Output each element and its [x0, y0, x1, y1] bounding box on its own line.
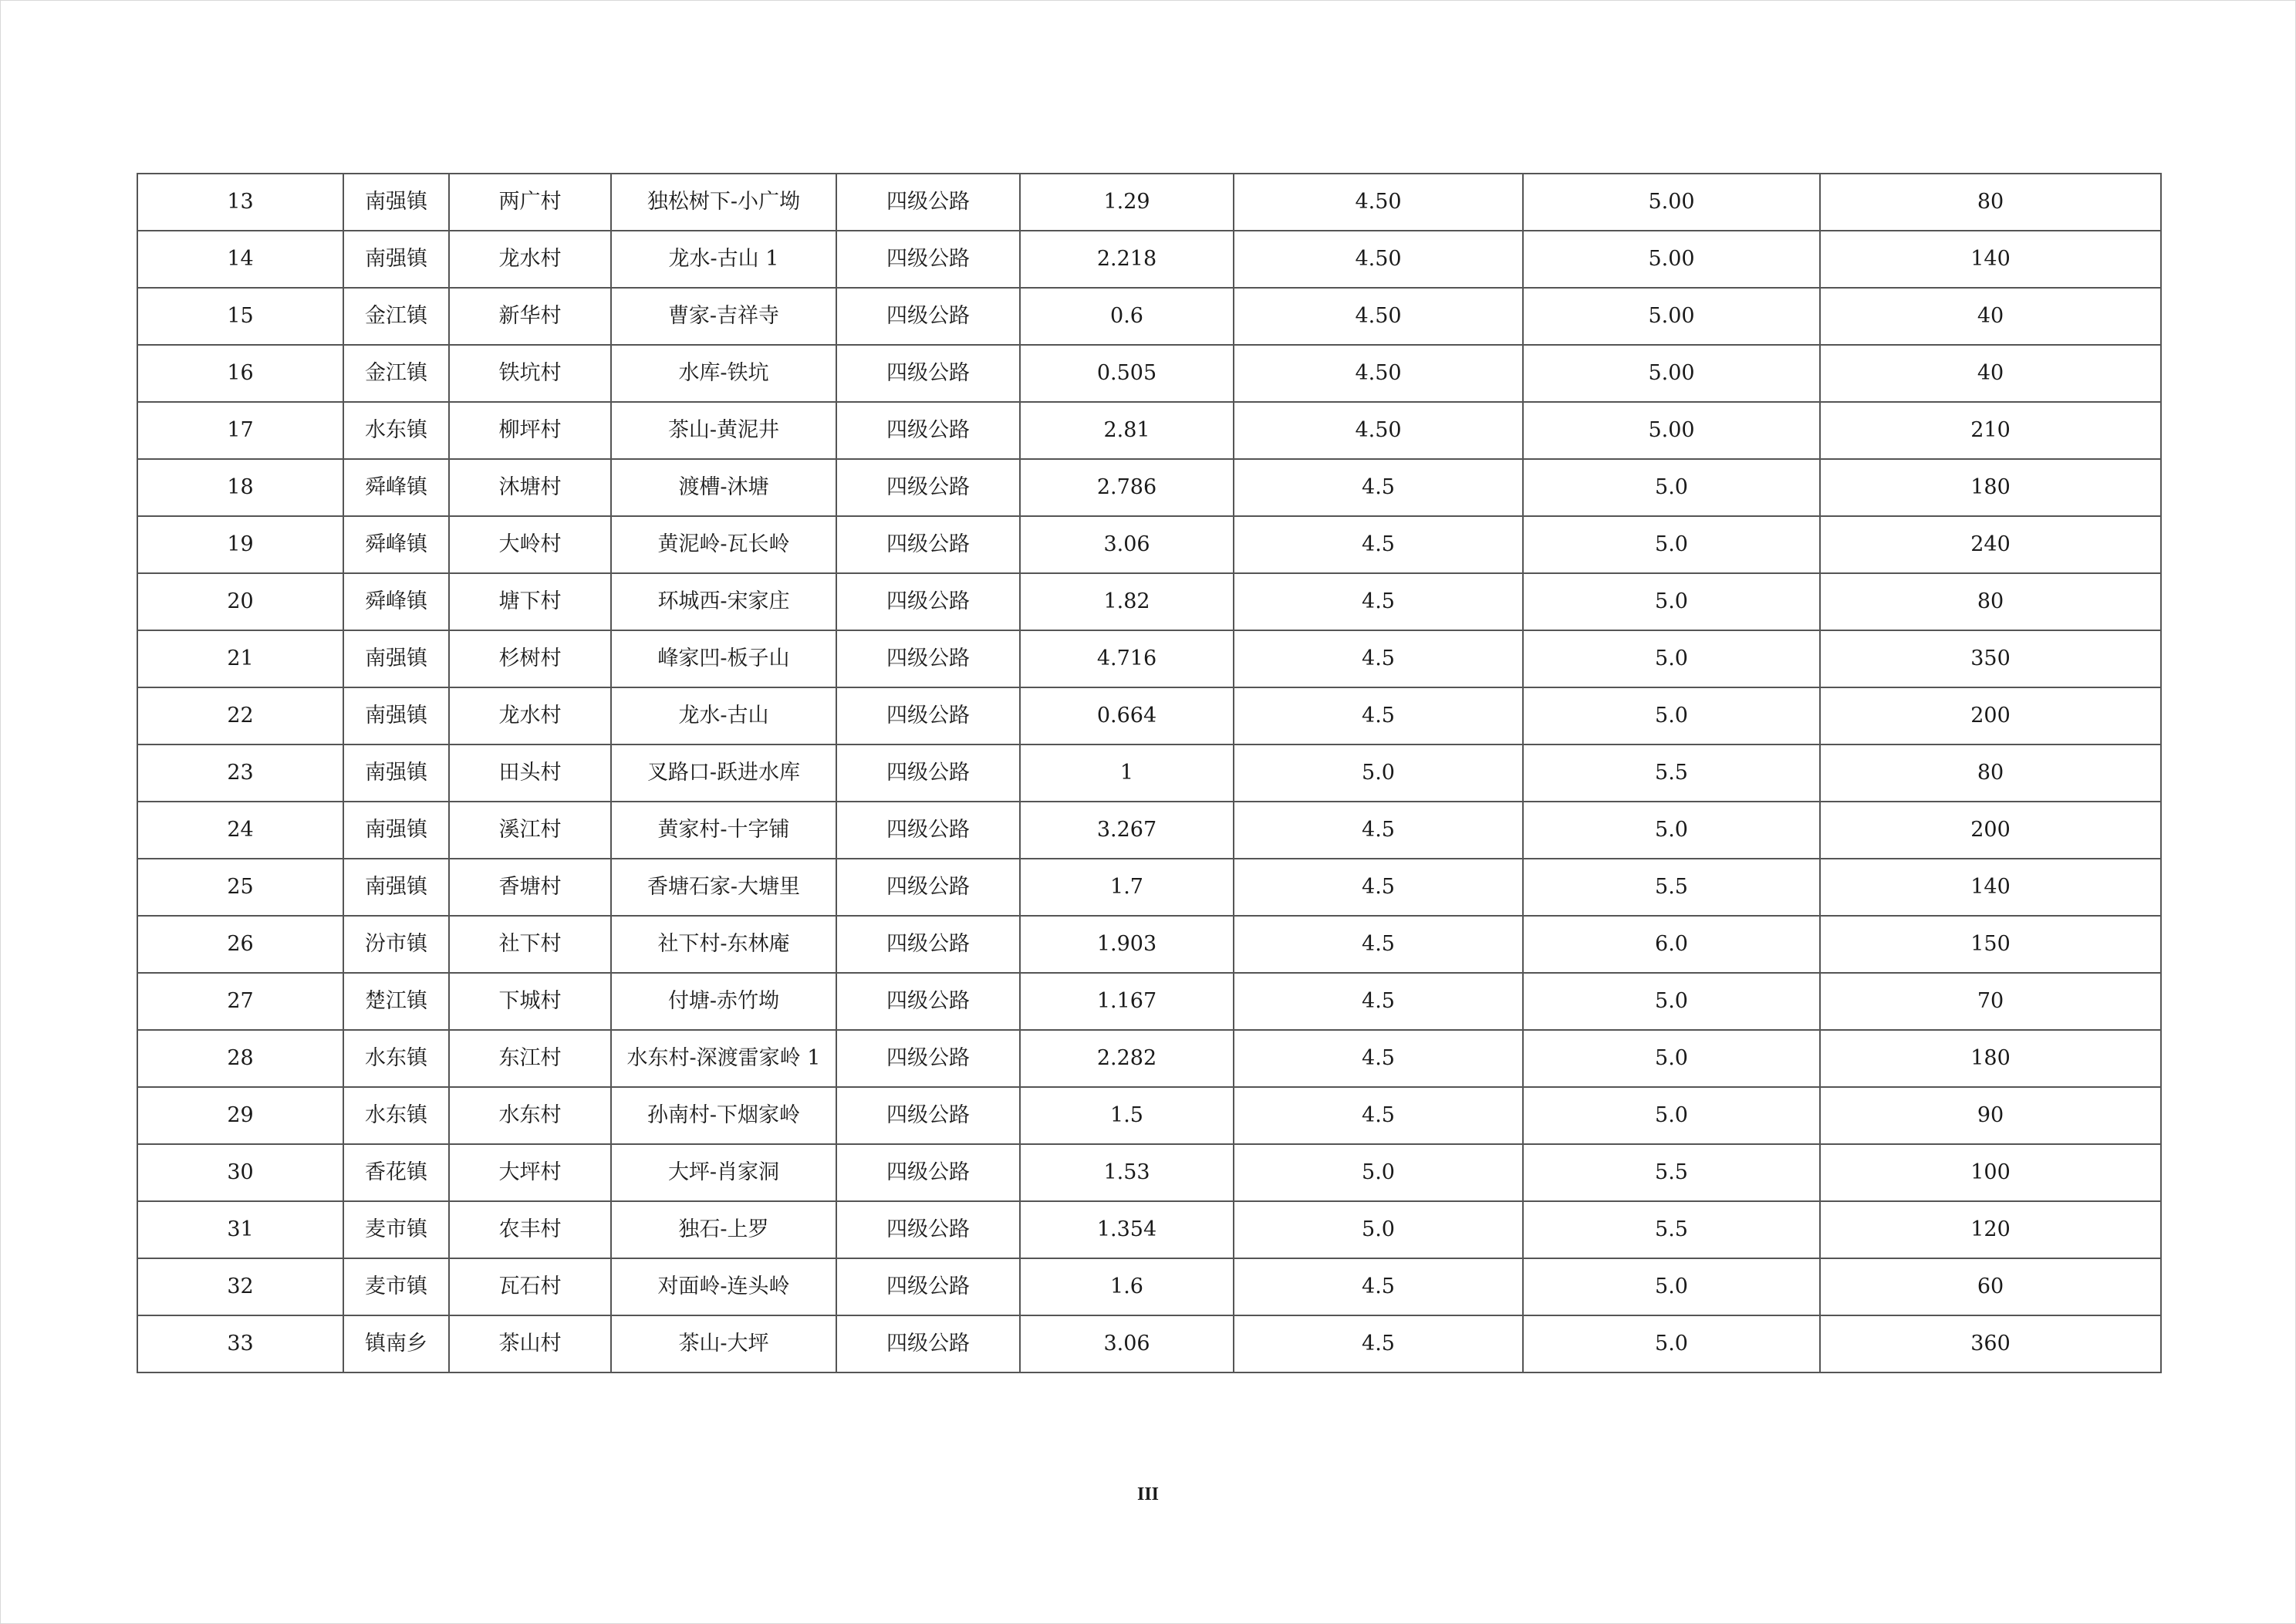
cell-road-grade: 四级公路: [836, 859, 1020, 916]
cell-road-section: 环城西-宋家庄: [611, 573, 836, 630]
cell-road-width: 4.5: [1234, 687, 1523, 744]
cell-amount: 180: [1820, 459, 2161, 516]
cell-road-width: 5.0: [1234, 1201, 1523, 1258]
page-number: III: [1136, 1484, 1160, 1504]
cell-length: 0.6: [1020, 288, 1234, 345]
cell-subgrade-width: 5.0: [1523, 1087, 1820, 1144]
cell-township: 南强镇: [343, 687, 449, 744]
cell-village: 茶山村: [449, 1315, 611, 1372]
cell-road-section: 大坪-肖家洞: [611, 1144, 836, 1201]
cell-village: 龙水村: [449, 687, 611, 744]
table-row: [137, 1087, 2161, 1144]
cell-township: 南强镇: [343, 174, 449, 231]
cell-length: 1.82: [1020, 573, 1234, 630]
cell-township: 南强镇: [343, 802, 449, 859]
cell-amount: 180: [1820, 1030, 2161, 1087]
cell-township: 香花镇: [343, 1144, 449, 1201]
cell-road-width: 4.50: [1234, 174, 1523, 231]
cell-road-section: 叉路口-跃进水库: [611, 744, 836, 802]
cell-length: 1.6: [1020, 1258, 1234, 1315]
cell-subgrade-width: 5.0: [1523, 802, 1820, 859]
cell-length: 2.218: [1020, 231, 1234, 288]
cell-length: 2.786: [1020, 459, 1234, 516]
cell-subgrade-width: 5.00: [1523, 402, 1820, 459]
cell-row-number: 22: [137, 687, 343, 744]
cell-subgrade-width: 5.00: [1523, 231, 1820, 288]
cell-row-number: 31: [137, 1201, 343, 1258]
cell-row-number: 15: [137, 288, 343, 345]
table-row: [137, 630, 2161, 687]
cell-length: 0.664: [1020, 687, 1234, 744]
table-row: [137, 459, 2161, 516]
cell-village: 香塘村: [449, 859, 611, 916]
cell-row-number: 23: [137, 744, 343, 802]
cell-road-width: 4.5: [1234, 1258, 1523, 1315]
table-row: [137, 859, 2161, 916]
cell-road-grade: 四级公路: [836, 459, 1020, 516]
table-row: [137, 1030, 2161, 1087]
cell-row-number: 33: [137, 1315, 343, 1372]
cell-amount: 140: [1820, 859, 2161, 916]
cell-subgrade-width: 5.00: [1523, 288, 1820, 345]
cell-township: 南强镇: [343, 744, 449, 802]
cell-row-number: 29: [137, 1087, 343, 1144]
cell-road-width: 4.5: [1234, 516, 1523, 573]
cell-row-number: 17: [137, 402, 343, 459]
cell-subgrade-width: 6.0: [1523, 916, 1820, 973]
cell-subgrade-width: 5.5: [1523, 1144, 1820, 1201]
cell-road-section: 渡槽-沐塘: [611, 459, 836, 516]
cell-road-width: 4.5: [1234, 573, 1523, 630]
cell-road-width: 4.5: [1234, 459, 1523, 516]
road-project-table: [137, 173, 2162, 1373]
cell-amount: 120: [1820, 1201, 2161, 1258]
cell-road-section: 付塘-赤竹坳: [611, 973, 836, 1030]
cell-road-grade: 四级公路: [836, 174, 1020, 231]
cell-village: 铁坑村: [449, 345, 611, 402]
cell-amount: 80: [1820, 744, 2161, 802]
cell-village: 塘下村: [449, 573, 611, 630]
cell-length: 1.5: [1020, 1087, 1234, 1144]
cell-township: 金江镇: [343, 288, 449, 345]
cell-village: 农丰村: [449, 1201, 611, 1258]
cell-village: 水东村: [449, 1087, 611, 1144]
cell-road-width: 4.5: [1234, 1087, 1523, 1144]
cell-township: 舜峰镇: [343, 516, 449, 573]
cell-road-section: 社下村-东林庵: [611, 916, 836, 973]
cell-road-width: 5.0: [1234, 1144, 1523, 1201]
cell-road-width: 4.5: [1234, 1030, 1523, 1087]
cell-subgrade-width: 5.0: [1523, 573, 1820, 630]
cell-village: 龙水村: [449, 231, 611, 288]
cell-road-grade: 四级公路: [836, 1087, 1020, 1144]
cell-amount: 80: [1820, 573, 2161, 630]
cell-road-section: 茶山-大坪: [611, 1315, 836, 1372]
cell-road-section: 香塘石家-大塘里: [611, 859, 836, 916]
table-row: [137, 802, 2161, 859]
table-row: [137, 345, 2161, 402]
cell-subgrade-width: 5.00: [1523, 345, 1820, 402]
cell-length: 3.267: [1020, 802, 1234, 859]
cell-subgrade-width: 5.5: [1523, 744, 1820, 802]
table-row: [137, 1201, 2161, 1258]
cell-village: 新华村: [449, 288, 611, 345]
cell-row-number: 28: [137, 1030, 343, 1087]
cell-road-grade: 四级公路: [836, 231, 1020, 288]
cell-road-width: 4.5: [1234, 916, 1523, 973]
cell-road-grade: 四级公路: [836, 744, 1020, 802]
cell-village: 社下村: [449, 916, 611, 973]
cell-row-number: 26: [137, 916, 343, 973]
cell-amount: 360: [1820, 1315, 2161, 1372]
cell-road-width: 4.5: [1234, 630, 1523, 687]
cell-village: 沐塘村: [449, 459, 611, 516]
cell-subgrade-width: 5.0: [1523, 630, 1820, 687]
cell-amount: 200: [1820, 802, 2161, 859]
cell-road-section: 峰家凹-板子山: [611, 630, 836, 687]
cell-road-width: 5.0: [1234, 744, 1523, 802]
cell-row-number: 25: [137, 859, 343, 916]
cell-row-number: 14: [137, 231, 343, 288]
cell-township: 麦市镇: [343, 1201, 449, 1258]
cell-township: 南强镇: [343, 859, 449, 916]
cell-length: 1.7: [1020, 859, 1234, 916]
cell-amount: 350: [1820, 630, 2161, 687]
cell-row-number: 32: [137, 1258, 343, 1315]
cell-village: 下城村: [449, 973, 611, 1030]
cell-amount: 150: [1820, 916, 2161, 973]
cell-subgrade-width: 5.0: [1523, 1315, 1820, 1372]
cell-amount: 100: [1820, 1144, 2161, 1201]
table-row: [137, 1315, 2161, 1372]
cell-township: 金江镇: [343, 345, 449, 402]
table-row: [137, 288, 2161, 345]
cell-subgrade-width: 5.5: [1523, 1201, 1820, 1258]
cell-road-section: 曹家-吉祥寺: [611, 288, 836, 345]
cell-length: 2.81: [1020, 402, 1234, 459]
table-row: [137, 573, 2161, 630]
table-row: [137, 231, 2161, 288]
cell-length: 1.903: [1020, 916, 1234, 973]
cell-length: 2.282: [1020, 1030, 1234, 1087]
cell-row-number: 24: [137, 802, 343, 859]
cell-village: 杉树村: [449, 630, 611, 687]
cell-road-grade: 四级公路: [836, 345, 1020, 402]
cell-road-grade: 四级公路: [836, 687, 1020, 744]
cell-road-section: 水东村-深渡雷家岭 1: [611, 1030, 836, 1087]
cell-road-grade: 四级公路: [836, 802, 1020, 859]
cell-length: 3.06: [1020, 1315, 1234, 1372]
cell-road-section: 龙水-古山: [611, 687, 836, 744]
table-row: [137, 516, 2161, 573]
cell-township: 水东镇: [343, 1030, 449, 1087]
cell-road-section: 孙南村-下烟家岭: [611, 1087, 836, 1144]
cell-subgrade-width: 5.0: [1523, 1030, 1820, 1087]
cell-township: 麦市镇: [343, 1258, 449, 1315]
cell-township: 汾市镇: [343, 916, 449, 973]
table-row: [137, 174, 2161, 231]
cell-row-number: 27: [137, 973, 343, 1030]
table-row: [137, 916, 2161, 973]
cell-road-width: 4.5: [1234, 1315, 1523, 1372]
cell-row-number: 13: [137, 174, 343, 231]
cell-township: 楚江镇: [343, 973, 449, 1030]
cell-road-section: 黄家村-十字铺: [611, 802, 836, 859]
cell-row-number: 30: [137, 1144, 343, 1201]
cell-road-grade: 四级公路: [836, 1144, 1020, 1201]
cell-amount: 40: [1820, 288, 2161, 345]
cell-road-section: 茶山-黄泥井: [611, 402, 836, 459]
cell-road-width: 4.5: [1234, 859, 1523, 916]
cell-row-number: 18: [137, 459, 343, 516]
table-body: [137, 174, 2161, 1372]
cell-length: 1: [1020, 744, 1234, 802]
cell-amount: 200: [1820, 687, 2161, 744]
cell-subgrade-width: 5.0: [1523, 687, 1820, 744]
cell-subgrade-width: 5.00: [1523, 174, 1820, 231]
cell-row-number: 21: [137, 630, 343, 687]
cell-subgrade-width: 5.5: [1523, 859, 1820, 916]
cell-road-section: 水库-铁坑: [611, 345, 836, 402]
cell-road-grade: 四级公路: [836, 516, 1020, 573]
cell-village: 瓦石村: [449, 1258, 611, 1315]
cell-township: 南强镇: [343, 630, 449, 687]
cell-road-width: 4.50: [1234, 288, 1523, 345]
cell-subgrade-width: 5.0: [1523, 459, 1820, 516]
cell-length: 1.29: [1020, 174, 1234, 231]
cell-road-section: 独松树下-小广坳: [611, 174, 836, 231]
cell-village: 溪江村: [449, 802, 611, 859]
cell-road-width: 4.50: [1234, 402, 1523, 459]
cell-road-section: 独石-上罗: [611, 1201, 836, 1258]
cell-road-grade: 四级公路: [836, 916, 1020, 973]
cell-road-width: 4.50: [1234, 345, 1523, 402]
cell-amount: 70: [1820, 973, 2161, 1030]
cell-village: 东江村: [449, 1030, 611, 1087]
cell-length: 3.06: [1020, 516, 1234, 573]
cell-village: 大坪村: [449, 1144, 611, 1201]
cell-township: 舜峰镇: [343, 459, 449, 516]
cell-amount: 90: [1820, 1087, 2161, 1144]
cell-amount: 60: [1820, 1258, 2161, 1315]
table-row: [137, 973, 2161, 1030]
cell-road-grade: 四级公路: [836, 402, 1020, 459]
cell-village: 柳坪村: [449, 402, 611, 459]
cell-amount: 210: [1820, 402, 2161, 459]
cell-road-width: 4.50: [1234, 231, 1523, 288]
cell-road-grade: 四级公路: [836, 1201, 1020, 1258]
cell-length: 4.716: [1020, 630, 1234, 687]
cell-amount: 40: [1820, 345, 2161, 402]
cell-road-grade: 四级公路: [836, 1315, 1020, 1372]
table-row: [137, 402, 2161, 459]
cell-road-grade: 四级公路: [836, 1258, 1020, 1315]
cell-road-section: 黄泥岭-瓦长岭: [611, 516, 836, 573]
cell-row-number: 19: [137, 516, 343, 573]
table-row: [137, 1258, 2161, 1315]
cell-subgrade-width: 5.0: [1523, 973, 1820, 1030]
cell-road-grade: 四级公路: [836, 573, 1020, 630]
cell-length: 1.354: [1020, 1201, 1234, 1258]
cell-road-grade: 四级公路: [836, 973, 1020, 1030]
cell-road-grade: 四级公路: [836, 288, 1020, 345]
cell-length: 0.505: [1020, 345, 1234, 402]
cell-township: 南强镇: [343, 231, 449, 288]
cell-road-width: 4.5: [1234, 802, 1523, 859]
cell-row-number: 16: [137, 345, 343, 402]
cell-road-width: 4.5: [1234, 973, 1523, 1030]
cell-township: 舜峰镇: [343, 573, 449, 630]
cell-road-section: 龙水-古山 1: [611, 231, 836, 288]
cell-length: 1.167: [1020, 973, 1234, 1030]
cell-length: 1.53: [1020, 1144, 1234, 1201]
cell-road-grade: 四级公路: [836, 1030, 1020, 1087]
cell-amount: 240: [1820, 516, 2161, 573]
table-row: [137, 687, 2161, 744]
cell-township: 水东镇: [343, 1087, 449, 1144]
cell-subgrade-width: 5.0: [1523, 516, 1820, 573]
cell-road-section: 对面岭-连头岭: [611, 1258, 836, 1315]
cell-subgrade-width: 5.0: [1523, 1258, 1820, 1315]
cell-township: 水东镇: [343, 402, 449, 459]
cell-row-number: 20: [137, 573, 343, 630]
cell-township: 镇南乡: [343, 1315, 449, 1372]
table-row: [137, 744, 2161, 802]
cell-village: 田头村: [449, 744, 611, 802]
cell-village: 大岭村: [449, 516, 611, 573]
cell-village: 两广村: [449, 174, 611, 231]
table-row: [137, 1144, 2161, 1201]
cell-amount: 80: [1820, 174, 2161, 231]
cell-road-grade: 四级公路: [836, 630, 1020, 687]
cell-amount: 140: [1820, 231, 2161, 288]
